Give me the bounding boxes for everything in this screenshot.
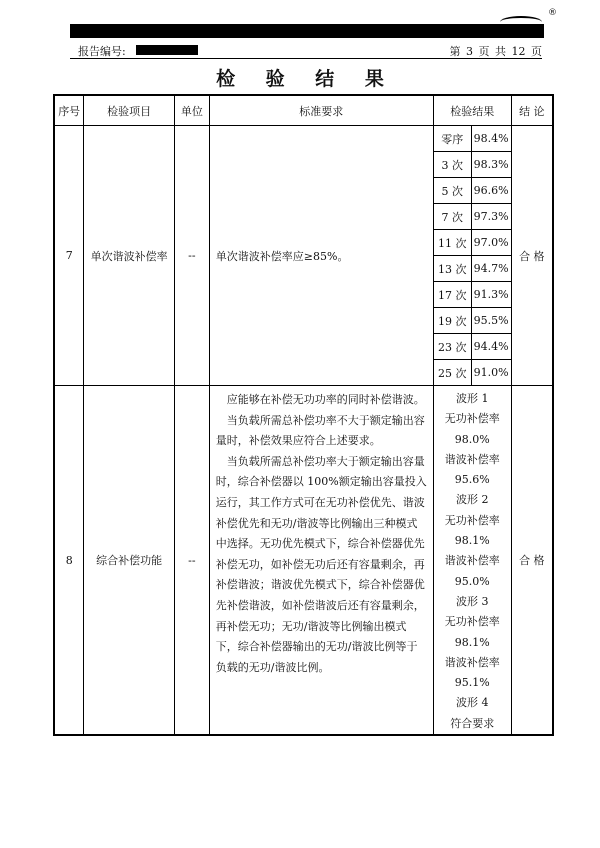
table-row: [54, 386, 553, 736]
result-line: 谐波补偿率: [444, 554, 500, 568]
result-line: 98.1%: [454, 635, 490, 649]
harmonic-order: 23 次: [433, 334, 471, 360]
result-line: 95.0%: [454, 574, 490, 588]
standard-paragraph: 当负载所需总补偿功率不大于额定输出容量时，补偿效果应符合上述要求。: [215, 413, 425, 448]
registered-mark: ®: [548, 8, 557, 18]
table-header-row: [54, 95, 553, 126]
table-row: [54, 126, 553, 152]
harmonic-order: 零序: [433, 126, 471, 152]
header-item: 检验项目: [84, 95, 175, 126]
page-info: 第 3 页 共 12 页: [449, 45, 542, 58]
harmonic-value: 91.3%: [471, 282, 511, 308]
row7-standard: 单次谐波补偿率应≥85%。: [209, 126, 433, 386]
harmonic-value: 98.3%: [471, 152, 511, 178]
result-line: 无功补偿率: [444, 615, 500, 629]
harmonic-order: 19 次: [433, 308, 471, 334]
result-line: 波形 2: [455, 493, 489, 507]
harmonic-order: 25 次: [433, 360, 471, 386]
result-line: 波形 3: [455, 594, 489, 608]
harmonic-value: 97.0%: [471, 230, 511, 256]
result-line: 波形 4: [455, 696, 489, 710]
harmonic-order: 7 次: [433, 204, 471, 230]
standard-paragraph: 应能够在补偿无功功率的同时补偿谐波。: [226, 393, 425, 406]
standard-paragraph: 当负载所需总补偿功率大于额定输出容量时，综合补偿器以 100%额定输出容量投入运行，其工作方式可在无功补偿优先、谐波补偿优先和无功/谐波等比例输出三种模式中选择。无功优先模式下，综合补偿器优先补偿无功，如补偿无功后还有容量剩余，再补偿谐波；谐波优先模式下，综合补偿器优先补偿谐波，如补偿谐波后还有容量剩余，再补偿无功；无功/谐波等比例输出模式下，综合补偿器输出的无功/谐波比例等于负载的无功/谐波比例。: [215, 454, 427, 674]
row8-conclusion: 合 格: [511, 386, 553, 736]
harmonic-order: 11 次: [433, 230, 471, 256]
result-line: 谐波补偿率: [444, 655, 500, 669]
header-divider: [70, 58, 542, 59]
harmonic-order: 13 次: [433, 256, 471, 282]
result-line: 98.0%: [454, 432, 490, 446]
harmonic-value: 95.5%: [471, 308, 511, 334]
result-line: 95.1%: [454, 676, 490, 690]
harmonic-value: 94.7%: [471, 256, 511, 282]
result-line: 95.6%: [454, 473, 490, 487]
harmonic-value: 97.3%: [471, 204, 511, 230]
row8-item: 综合补偿功能: [84, 386, 175, 736]
harmonic-value: 91.0%: [471, 360, 511, 386]
result-line: 符合要求: [450, 716, 495, 730]
row7-item: 单次谐波补偿率: [84, 126, 175, 386]
redacted-report-number: [136, 45, 198, 55]
row8-results: [433, 386, 511, 736]
row7-no: 7: [54, 126, 84, 386]
header-result: 检验结果: [433, 95, 511, 126]
result-line: 波形 1: [455, 392, 489, 405]
result-line: 无功补偿率: [444, 513, 500, 527]
row7-unit: --: [174, 126, 209, 386]
harmonic-order: 17 次: [433, 282, 471, 308]
row7-conclusion: 合 格: [511, 126, 553, 386]
harmonic-value: 94.4%: [471, 334, 511, 360]
result-line: 98.1%: [454, 534, 490, 548]
row8-unit: --: [174, 386, 209, 736]
report-number-label: 报告编号:: [78, 45, 126, 58]
harmonic-value: 96.6%: [471, 178, 511, 204]
results-table: [53, 94, 554, 736]
harmonic-order: 5 次: [433, 178, 471, 204]
result-line: 无功补偿率: [444, 412, 500, 426]
header-no: 序号: [54, 95, 84, 126]
header-conclusion: 结 论: [511, 95, 553, 126]
row8-standard: [209, 386, 433, 736]
header-unit: 单位: [174, 95, 209, 126]
logo-mark: [500, 16, 542, 28]
header-bar: [70, 24, 544, 38]
row8-no: 8: [54, 386, 84, 736]
header-standard: 标准要求: [209, 95, 433, 126]
result-line: 谐波补偿率: [444, 452, 500, 466]
page-title: 检 验 结 果: [216, 68, 396, 90]
harmonic-value: 98.4%: [471, 126, 511, 152]
harmonic-order: 3 次: [433, 152, 471, 178]
